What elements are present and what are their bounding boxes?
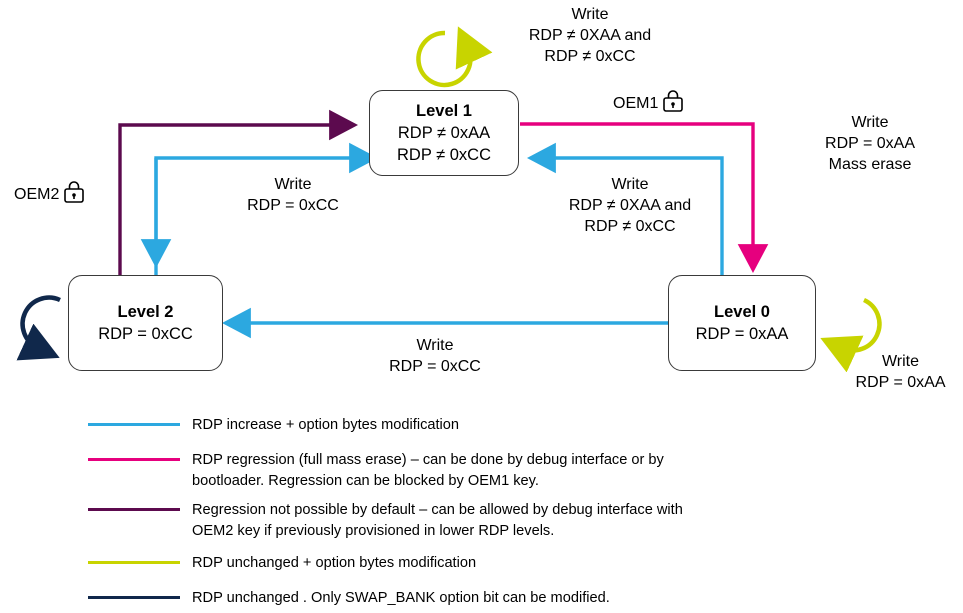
arrow-level1-self-loop [418,33,470,85]
label-level2-to-level1-2: RDP = 0xCC [247,197,339,215]
legend-text-2: Regression not possible by default – can be allowed by debug interface with OEM2 key if previously provisioned in lower RDP levels. [192,502,683,539]
legend-text-0: RDP increase + option bytes modification [192,417,460,433]
label-top-self-loop-3: RDP ≠ 0xCC [544,48,636,66]
state-line-level2-1: RDP = 0xCC [98,325,193,343]
legend-item-2 [88,500,712,541]
label-level0-to-level1 [530,174,730,237]
label-level1-to-level0-1: Write [851,114,889,131]
legend-text-1: RDP regression (full mass erase) – can be done by debug interface or by bootloader. Regression can be blocked by OEM1 key. [192,452,664,489]
label-level0-self-loop-1: Write [881,353,920,370]
lock-icon-oem1 [662,89,684,118]
legend-swatch-2 [88,508,180,511]
legend-item-4 [88,588,610,609]
label-level0-to-level1-2: RDP ≠ 0XAA and [568,197,692,215]
legend-text-3: RDP unchanged + option bytes modification [192,555,477,571]
label-level1-to-level0-3: Mass erase [828,156,912,174]
label-level0-to-level2-1: Write [416,337,454,354]
label-level0-to-level1-3: RDP ≠ 0xCC [584,218,676,236]
legend-swatch-4 [88,596,180,599]
label-level0-self-loop [838,351,963,393]
state-title-level0: Level 0 [714,302,770,321]
state-box-level0[interactable] [668,275,816,371]
label-level0-self-loop-2: RDP = 0xAA [855,374,946,392]
label-top-self-loop-1: Write [571,6,609,23]
state-line-level1-1: RDP ≠ 0xAA [397,123,491,142]
oem1-label: OEM1 [613,94,659,112]
legend-swatch-0 [88,423,180,426]
legend-swatch-3 [88,561,180,564]
label-level2-to-level1 [203,174,383,216]
label-level0-to-level1-1: Write [611,176,649,193]
legend-item-1 [88,450,712,491]
label-level0-to-level2 [345,335,525,377]
oem1-label-group [613,89,684,118]
state-title-level2: Level 2 [117,302,174,321]
arrow-level0-self-loop [842,300,879,350]
state-box-level1[interactable] [369,90,519,176]
label-top-self-loop-2: RDP ≠ 0XAA and [528,27,652,45]
oem2-label: OEM2 [14,185,60,203]
label-top-self-loop [480,4,700,67]
legend-item-3 [88,553,476,574]
oem2-label-group [14,180,85,209]
arrow-level2-self-loop [23,298,60,348]
state-line-level1-2: RDP ≠ 0xCC [396,146,492,165]
legend-item-0 [88,415,459,436]
legend-swatch-1 [88,458,180,461]
state-box-level2[interactable] [68,275,223,371]
label-level2-to-level1-1: Write [274,176,312,193]
state-line-level0-1: RDP = 0xAA [695,325,789,343]
label-level0-to-level2-2: RDP = 0xCC [389,358,481,376]
legend-text-4: RDP unchanged . Only SWAP_BANK option bit can be modified. [192,590,610,606]
state-title-level1: Level 1 [416,101,472,120]
label-level1-to-level0-2: RDP = 0xAA [825,135,915,153]
label-level1-to-level0 [790,112,950,175]
lock-icon-oem2 [63,180,85,209]
